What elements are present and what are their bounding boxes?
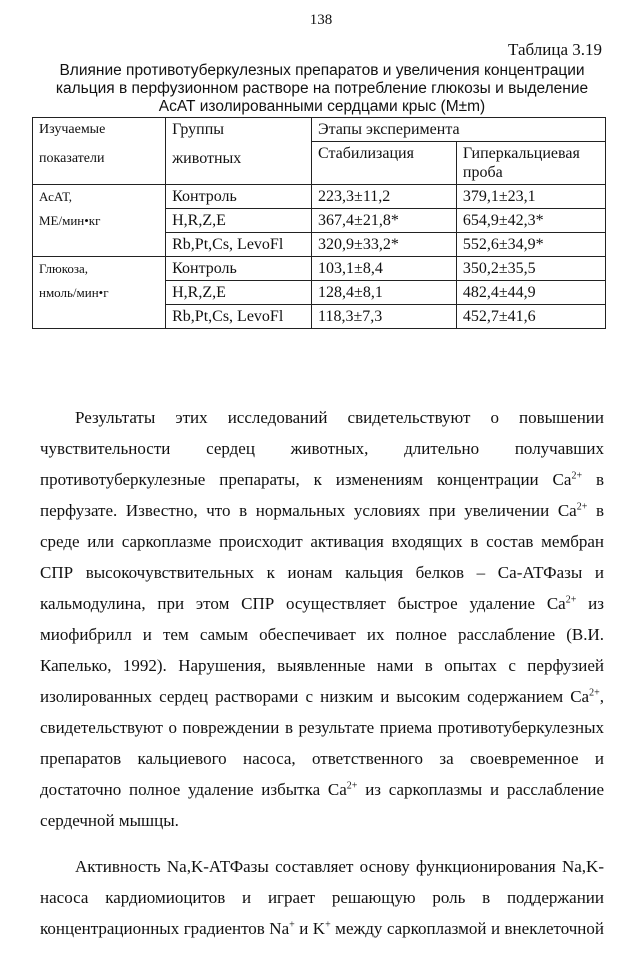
- superscript: 2+: [565, 594, 577, 606]
- text-line: сердечной мышцы.: [40, 811, 179, 830]
- text-fragment: в: [582, 470, 604, 489]
- header-groups: [166, 118, 312, 185]
- text-fragment: из: [576, 594, 604, 613]
- superscript: 2+: [589, 687, 600, 699]
- group-cell: Rb,Pt,Cs, LevoFl: [166, 233, 312, 257]
- text-fragment: перфузате. Известно, что в нормальных условиях при увеличении Ca: [40, 501, 577, 520]
- indicator-label: АсАТ,: [33, 185, 166, 209]
- paragraph-results: [40, 402, 604, 836]
- text-fragment: противотуберкулезные препараты, к изменениям концентрации Ca: [40, 470, 572, 489]
- header-text: Изучаемые: [39, 122, 106, 137]
- table-row: [33, 305, 606, 329]
- text-fragment: достаточно полное удаление избытка Ca: [40, 780, 347, 799]
- caption-line: Влияние противотуберкулезных препаратов и увеличения концентрации: [59, 62, 585, 79]
- hyper-cell: 452,7±41,6: [456, 305, 605, 329]
- hyper-cell: 350,2±35,5: [456, 257, 605, 281]
- indicator-unit: нмоль/мин•г: [33, 281, 166, 305]
- superscript: 2+: [576, 501, 588, 513]
- indicator-empty: [33, 233, 166, 257]
- text-line: чувствительности сердец животных, длительно получавших: [40, 439, 604, 458]
- results-table: [32, 117, 606, 329]
- hyper-cell: 552,6±34,9*: [456, 233, 605, 257]
- table-row: [33, 185, 606, 209]
- header-text: Группы: [172, 121, 225, 138]
- header-stages: Этапы эксперимента: [312, 118, 606, 142]
- hyper-cell: 482,4±44,9: [456, 281, 605, 305]
- stab-cell: 128,4±8,1: [312, 281, 457, 305]
- table-label: Таблица 3.19: [508, 40, 602, 59]
- text-line: насоса кардиомиоцитов и играет решающую роль в поддержании: [40, 888, 604, 907]
- table-header-row: [33, 118, 606, 142]
- text-fragment: и K: [294, 919, 326, 938]
- stab-cell: 320,9±33,2*: [312, 233, 457, 257]
- group-cell: Контроль: [166, 257, 312, 281]
- superscript: 2+: [346, 780, 358, 792]
- text-line: препаратов кальциевого насоса, ответственного за своевременное и: [40, 749, 604, 768]
- table-row: [33, 233, 606, 257]
- text-line: [40, 464, 604, 495]
- superscript: +: [289, 919, 295, 931]
- text-line: Результаты этих исследований свидетельствуют о повышении: [75, 408, 604, 427]
- group-cell: Rb,Pt,Cs, LevoFl: [166, 305, 312, 329]
- text-line: Активность Na,K-АТФазы составляет основу функционирования Na,K-: [75, 857, 604, 876]
- superscript: +: [325, 919, 331, 931]
- table-row: [33, 209, 606, 233]
- group-cell: H,R,Z,E: [166, 281, 312, 305]
- text-line: [40, 495, 604, 526]
- text-line: СПР высокочувствительных к ионам кальция белков – Са-АТФазы и: [40, 563, 604, 582]
- text-fragment: изолированных сердец растворами с низким и высоким содержанием Ca: [40, 687, 590, 706]
- caption-line: АсАТ изолированными сердцами крыс (M±m): [158, 98, 486, 115]
- superscript: 2+: [571, 470, 583, 482]
- text-fragment: кальмодулина, при этом СПР осуществляет быстрое удаление Ca: [40, 594, 566, 613]
- stab-cell: 103,1±8,4: [312, 257, 457, 281]
- header-text: Гиперкальциевая: [462, 145, 580, 162]
- table-row: [33, 257, 606, 281]
- stab-cell: 367,4±21,8*: [312, 209, 457, 233]
- header-hypercalcium: [456, 142, 605, 185]
- stab-cell: 118,3±7,3: [312, 305, 457, 329]
- group-cell: Контроль: [166, 185, 312, 209]
- text-fragment: между саркоплазмой и внеклеточной: [330, 919, 604, 938]
- stab-cell: 223,3±11,2: [312, 185, 457, 209]
- text-line: свидетельствуют о повреждении в результате приема противотуберкулезных: [40, 718, 604, 737]
- indicator-unit: МЕ/мин•кг: [33, 209, 166, 233]
- text-line: Капелько, 1992). Нарушения, выявленные нами в опытах с перфузией: [40, 656, 604, 675]
- text-line: [40, 913, 604, 944]
- text-line: [40, 588, 604, 619]
- indicator-empty: [33, 305, 166, 329]
- hyper-cell: 654,9±42,3*: [456, 209, 605, 233]
- caption-line: кальция в перфузионном растворе на потребление глюкозы и выделение: [55, 80, 589, 97]
- text-fragment: концентрационных градиентов Na: [40, 919, 290, 938]
- paragraph-atpase: [40, 851, 604, 944]
- text-fragment: в: [587, 501, 604, 520]
- table-row: [33, 281, 606, 305]
- text-line: миофибрилл и тем самым обеспечивает их полное расслабление (В.И.: [40, 625, 604, 644]
- text-fragment: из саркоплазмы и расслабление: [357, 780, 604, 799]
- hyper-cell: 379,1±23,1: [456, 185, 605, 209]
- page-number: 138: [309, 12, 333, 28]
- text-line: среде или саркоплазме происходит активация входящих в состав мембран: [40, 532, 604, 551]
- header-indicators: [33, 118, 166, 185]
- header-text: проба: [462, 164, 503, 181]
- group-cell: H,R,Z,E: [166, 209, 312, 233]
- text-line: [40, 681, 604, 712]
- text-fragment: ,: [599, 687, 604, 706]
- indicator-label: Глюкоза,: [33, 257, 166, 281]
- header-text: показатели: [39, 151, 105, 166]
- header-stabilization: Стабилизация: [312, 142, 457, 185]
- text-line: [40, 774, 604, 805]
- table-caption: [40, 62, 604, 116]
- header-text: животных: [172, 150, 242, 167]
